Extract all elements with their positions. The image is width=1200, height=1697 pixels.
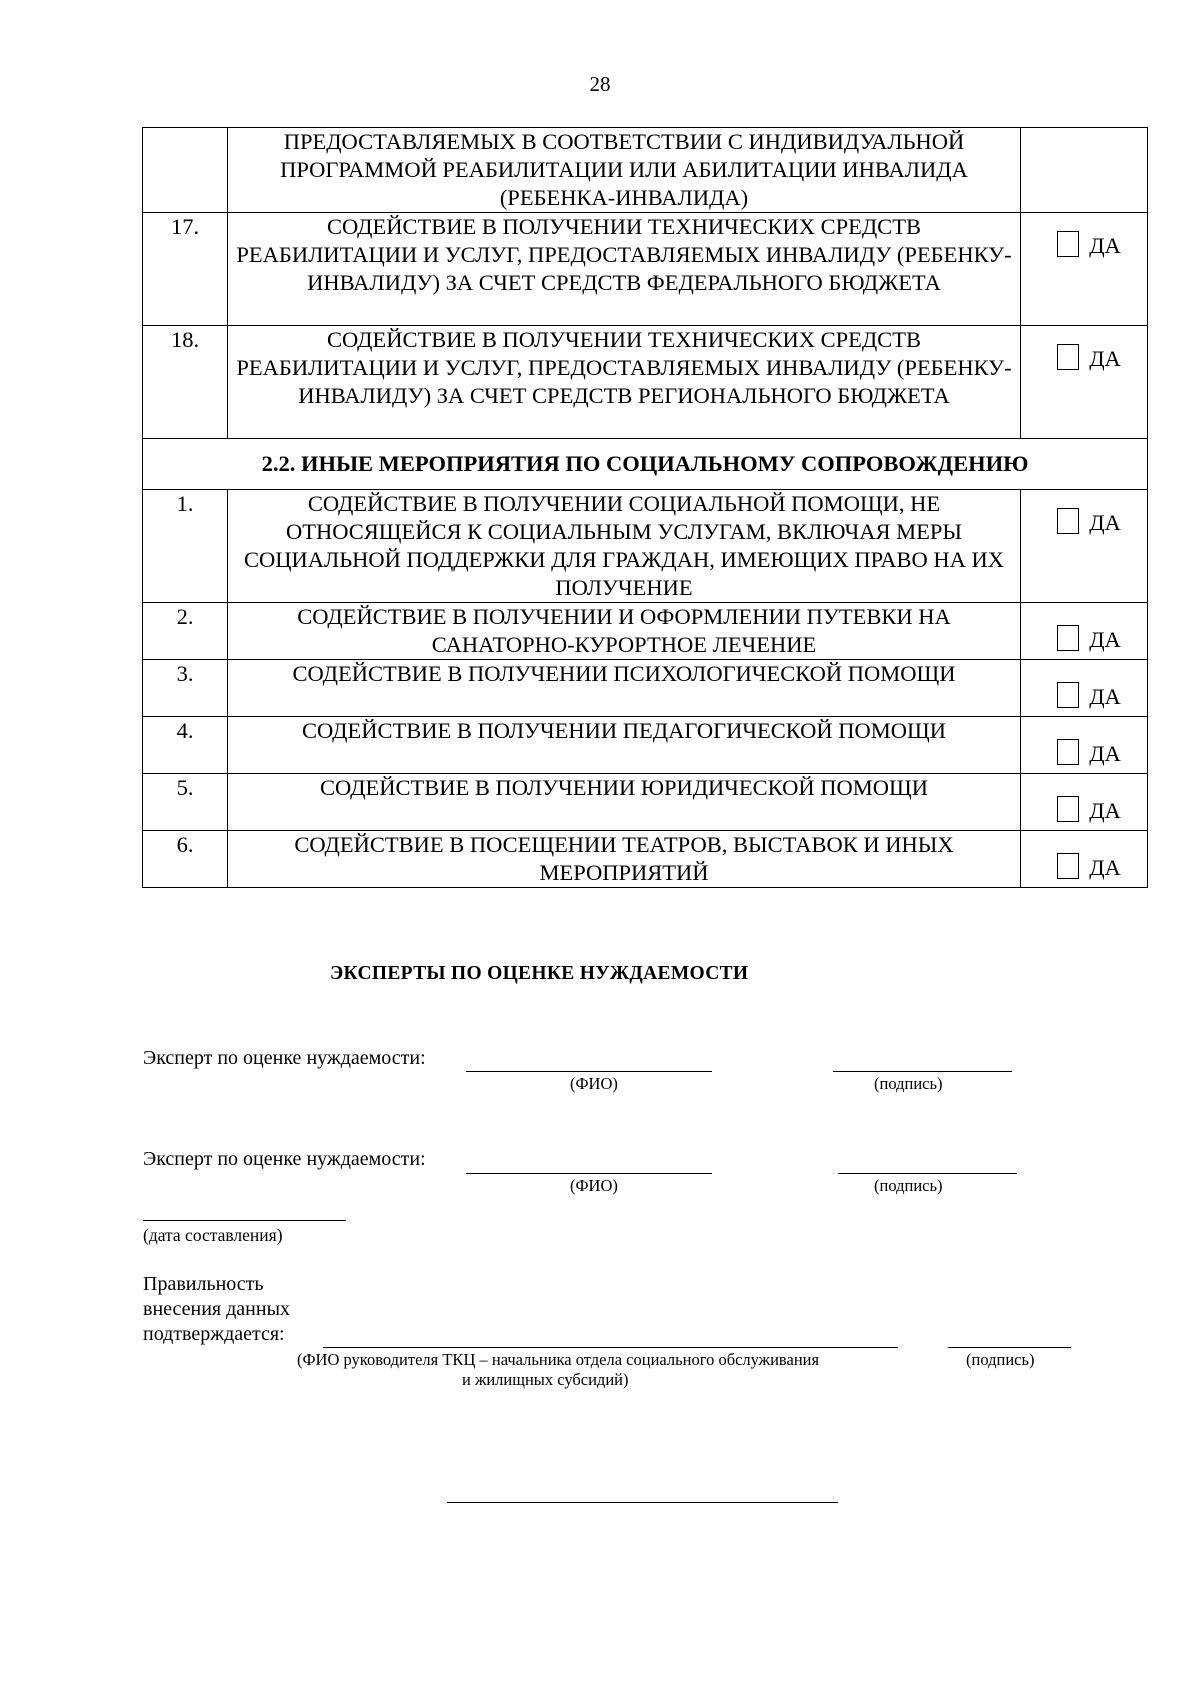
row-text: СОДЕЙСТВИЕ В ПОЛУЧЕНИИ И ОФОРМЛЕНИИ ПУТЕВКИ НА САНАТОРНО-КУРОРТНОЕ ЛЕЧЕНИЕ: [228, 603, 1021, 660]
row-number: 18.: [143, 326, 228, 439]
experts-title: ЭКСПЕРТЫ ПО ОЦЕНКЕ НУЖДАЕМОСТИ: [330, 963, 749, 984]
expert-1-fio-line[interactable]: [466, 1071, 712, 1072]
section-row: [143, 439, 1148, 490]
row-check-cell: [1021, 660, 1148, 717]
yes-checkbox[interactable]: [1057, 853, 1079, 879]
confirmation-label-line-2: внесения данных: [143, 1298, 291, 1320]
row-number: 3.: [143, 660, 228, 717]
yes-label: ДА: [1089, 627, 1121, 652]
confirmation-label-line-3: подтверждается:: [143, 1323, 285, 1345]
confirmation-label-line-1: Правильность: [143, 1273, 264, 1295]
row-check-cell: [1021, 603, 1148, 660]
yes-label: ДА: [1089, 741, 1121, 766]
yes-label: ДА: [1089, 798, 1121, 823]
row-check-cell: [1021, 490, 1148, 603]
expert-1-fio-caption: (ФИО): [570, 1074, 618, 1093]
yes-label: ДА: [1089, 346, 1121, 371]
yes-checkbox[interactable]: [1057, 796, 1079, 822]
confirmation-fio-caption-2: и жилищных субсидий): [462, 1370, 629, 1389]
confirmation-signature-caption: (подпись): [966, 1350, 1035, 1369]
confirmation-signature-line[interactable]: [948, 1347, 1071, 1348]
row-number: 1.: [143, 490, 228, 603]
table-row: [143, 774, 1148, 831]
row-check-cell: [1021, 213, 1148, 326]
bottom-separator: [447, 1502, 838, 1503]
expert-2-label: Эксперт по оценке нуждаемости:: [143, 1148, 426, 1170]
row-text: СОДЕЙСТВИЕ В ПОЛУЧЕНИИ ПСИХОЛОГИЧЕСКОЙ ПОМОЩИ: [228, 660, 1021, 717]
table-row: [143, 660, 1148, 717]
table-row: [143, 603, 1148, 660]
row-text: СОДЕЙСТВИЕ В ПОСЕЩЕНИИ ТЕАТРОВ, ВЫСТАВОК И ИНЫХ МЕРОПРИЯТИЙ: [228, 831, 1021, 888]
yes-label: ДА: [1089, 855, 1121, 880]
row-check-cell: [1021, 128, 1148, 213]
table-row: [143, 128, 1148, 213]
row-number-cell: [143, 128, 228, 213]
expert-2-fio-caption: (ФИО): [570, 1176, 618, 1195]
yes-checkbox[interactable]: [1057, 682, 1079, 708]
yes-label: ДА: [1089, 684, 1121, 709]
table-row: [143, 213, 1148, 326]
row-text: ПРЕДОСТАВЛЯЕМЫХ В СООТВЕТСТВИИ С ИНДИВИДУАЛЬНОЙ ПРОГРАММОЙ РЕАБИЛИТАЦИИ ИЛИ АБИЛИТАЦИИ ИНВАЛИДА (РЕБЕНКА-ИНВАЛИДА): [228, 128, 1021, 213]
row-number: 4.: [143, 717, 228, 774]
expert-1-label: Эксперт по оценке нуждаемости:: [143, 1047, 426, 1069]
yes-label: ДА: [1089, 510, 1121, 535]
section-title: 2.2. ИНЫЕ МЕРОПРИЯТИЯ ПО СОЦИАЛЬНОМУ СОПРОВОЖДЕНИЮ: [143, 439, 1148, 490]
row-number: 6.: [143, 831, 228, 888]
yes-checkbox[interactable]: [1057, 508, 1079, 534]
table-row: [143, 490, 1148, 603]
table-row: [143, 717, 1148, 774]
page-number: 28: [589, 72, 611, 96]
date-caption: (дата составления): [143, 1225, 283, 1245]
yes-checkbox[interactable]: [1057, 739, 1079, 765]
row-number: 2.: [143, 603, 228, 660]
expert-1-signature-line[interactable]: [833, 1071, 1012, 1072]
expert-2-signature-line[interactable]: [838, 1173, 1017, 1174]
confirmation-fio-caption-1: (ФИО руководителя ТКЦ – начальника отдела социального обслуживания: [297, 1350, 820, 1369]
yes-checkbox[interactable]: [1057, 231, 1079, 257]
row-text: СОДЕЙСТВИЕ В ПОЛУЧЕНИИ ПЕДАГОГИЧЕСКОЙ ПОМОЩИ: [228, 717, 1021, 774]
row-text: СОДЕЙСТВИЕ В ПОЛУЧЕНИИ ЮРИДИЧЕСКОЙ ПОМОЩИ: [228, 774, 1021, 831]
expert-2-signature-caption: (подпись): [874, 1176, 943, 1195]
confirmation-fio-line[interactable]: [323, 1347, 898, 1348]
row-check-cell: [1021, 326, 1148, 439]
row-text: СОДЕЙСТВИЕ В ПОЛУЧЕНИИ ТЕХНИЧЕСКИХ СРЕДСТВ РЕАБИЛИТАЦИИ И УСЛУГ, ПРЕДОСТАВЛЯЕМЫХ ИНВАЛИДУ (РЕБЕНКУ-ИНВАЛИДУ) ЗА СЧЕТ СРЕДСТВ РЕГИОНАЛЬНОГО БЮДЖЕТА: [228, 326, 1021, 439]
row-text: СОДЕЙСТВИЕ В ПОЛУЧЕНИИ ТЕХНИЧЕСКИХ СРЕДСТВ РЕАБИЛИТАЦИИ И УСЛУГ, ПРЕДОСТАВЛЯЕМЫХ ИНВАЛИДУ (РЕБЕНКУ-ИНВАЛИДУ) ЗА СЧЕТ СРЕДСТВ ФЕДЕРАЛЬНОГО БЮДЖЕТА: [228, 213, 1021, 326]
expert-1-signature-caption: (подпись): [874, 1074, 943, 1093]
expert-2-fio-line[interactable]: [466, 1173, 712, 1174]
table-row: [143, 326, 1148, 439]
row-check-cell: [1021, 717, 1148, 774]
yes-checkbox[interactable]: [1057, 625, 1079, 651]
row-text: СОДЕЙСТВИЕ В ПОЛУЧЕНИИ СОЦИАЛЬНОЙ ПОМОЩИ, НЕ ОТНОСЯЩЕЙСЯ К СОЦИАЛЬНЫМ УСЛУГАМ, ВКЛЮЧАЯ МЕРЫ СОЦИАЛЬНОЙ ПОДДЕРЖКИ ДЛЯ ГРАЖДАН, ИМЕЮЩИХ ПРАВО НА ИХ ПОЛУЧЕНИЕ: [228, 490, 1021, 603]
row-check-cell: [1021, 831, 1148, 888]
yes-label: ДА: [1089, 233, 1121, 258]
confirmation-label: [143, 1272, 290, 1347]
table-row: [143, 831, 1148, 888]
row-number: 5.: [143, 774, 228, 831]
date-line[interactable]: [143, 1220, 346, 1221]
measures-table: [142, 127, 1148, 888]
row-check-cell: [1021, 774, 1148, 831]
yes-checkbox[interactable]: [1057, 344, 1079, 370]
row-number: 17.: [143, 213, 228, 326]
